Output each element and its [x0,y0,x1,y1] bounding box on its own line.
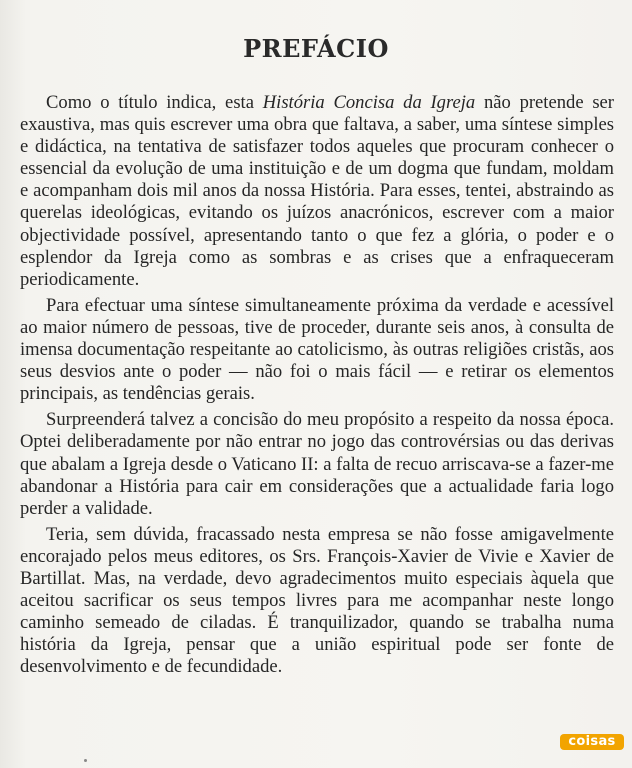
paragraph-1-intro: Como o título indica, esta [46,92,263,113]
paragraph-2: Para efectuar uma síntese simultaneamente próxima da verdade e acessível ao maior número de pessoas, tive de proceder, durante seis anos, à consulta de imensa documentação respeitante ao catolicismo, às outras religiões cristãs, aos seus desvios ante o poder — não foi o mais fácil — e retirar os elementos principais, as tendências gerais. [20,294,614,405]
paragraph-1 [20,92,614,291]
preface-body [20,92,614,682]
paragraph-4: Teria, sem dúvida, fracassado nesta empresa se não fosse amigavelmente encorajado pelos meus editores, os Srs. François-Xavier de Vivie e Xavier de Bartillat. Mas, na verdade, devo agradecimentos muito especiais àquela que aceitou sacrificar os seus tempos livres para me acompanhar neste longo caminho semeado de ciladas. É tranquilizador, quando se trabalha numa história da Igreja, pensar que a união espiritual pode ser fonte de desenvolvimento e de fecundidade. [20,523,614,678]
paragraph-3: Surpreenderá talvez a concisão do meu propósito a respeito da nossa época. Optei deliberadamente por não entrar no jogo das controvérsias ou das derivas que abalam a Igreja desde o Vaticano II: a falta de recuo arriscava-se a fazer-me abandonar a História para cair em considerações que a actualidade faria logo perder a validade. [20,409,614,519]
scan-speck [84,759,87,762]
paragraph-1-rest: não pretende ser exaustiva, mas quis escrever uma obra que faltava, a saber, uma síntese simples e didáctica, na tentativa de satisfazer todos aqueles que procuram conhecer o essencial da evolução de uma instituição e de um dogma que fundam, moldam e acompanham dois mil anos da nossa História. Para esses, tentei, abstraindo as querelas ideológicas, evitando os juízos anacrónicos, escrever com a maior objectividade possível, apresentando tanto o que fez a glória, o poder e o esplendor da Igreja como as sombras e as crises que a enfraqueceram periodicamente. [20,92,614,290]
page-title: PREFÁCIO [243,34,389,64]
watermark-stamp: coisas [560,734,624,750]
book-title-emphasis: História Concisa da Igreja [262,92,476,113]
